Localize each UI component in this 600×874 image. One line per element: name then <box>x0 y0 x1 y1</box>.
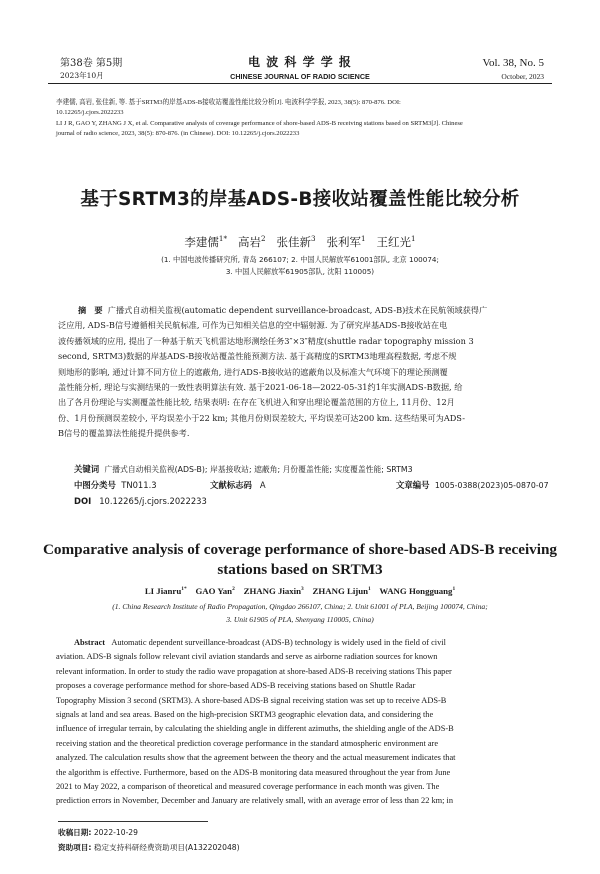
affiliation-cn-line1: (1. 中国电波传播研究所, 青岛 266107; 2. 中国人民解放军61001部队, 北京 100074; <box>161 255 439 264</box>
funding-label: 资助项目: <box>58 843 92 852</box>
header-rule <box>48 83 552 84</box>
author-en-3: ZHANG Jiaxin$^3$ <box>243 586 304 596</box>
abstract-en-line: 2021 to May 2022, a comparison of theoretical and measured coverage performance in each month was given. The <box>56 782 440 792</box>
received-label: 收稿日期: <box>58 828 92 837</box>
page-title-cn: 基于SRTM3的岸基ADS-B接收站覆盖性能比较分析 <box>80 189 520 210</box>
date-en: October, 2023 <box>501 72 544 81</box>
citation-en-line2: journal of radio science, 2023, 38(5): 870-876. (in Chinese). DOI: 10.12265/j.cjors.2022233 <box>56 130 300 138</box>
author-cn-3: 张佳新$^3$ <box>276 234 316 249</box>
author-en-4: ZHANG Lijun$^1$ <box>312 586 371 596</box>
abstract-en-line: the algorithm is effective. Furthermore, based on the ADS-B monitoring data measured throughout the year from June <box>56 767 451 777</box>
abstract-en-line: Automatic dependent surveillance-broadcast (ADS-B) technology is widely used in the field of civil <box>111 638 446 647</box>
journal-name-en: CHINESE JOURNAL OF RADIO SCIENCE <box>230 72 370 81</box>
journal-name-cn: 电 波 科 学 学 报 <box>248 55 352 69</box>
author-cn-4: 张利军$^1$ <box>326 234 366 249</box>
date-cn: 2023年10月 <box>60 71 104 80</box>
abstract-en-line: influence of irregular terrain, by calculating the shielding angle in different azimuths, the shielding angle of the ADS-B <box>56 724 454 734</box>
received-date <box>58 826 138 839</box>
citation-cn-line1: 李建儒, 高岩, 张佳新, 等. 基于SRTM3的岸基ADS-B接收站覆盖性能比较分析[J]. 电波科学学报, 2023, 38(5): 870-876. DOI: <box>56 99 401 106</box>
article-no-label: 文章编号 <box>396 480 430 490</box>
affiliation-en-line1: (1. China Research Institute of Radio Propagation, Qingdao 266107, China; 2. Unit 61001 of PLA, Beijing 100074, China; <box>112 602 488 611</box>
author-en-1: LI Jianru$^{1*}$ <box>144 586 187 596</box>
doi-label: DOI <box>74 496 92 506</box>
abstract-en-line: aviation. ADS-B signals follow relevant civil aviation standards and serve as airborne radiation sources for known <box>56 652 438 662</box>
author-cn-1: 李建儒$^{1*}$ <box>184 234 228 249</box>
authors-cn <box>0 234 600 250</box>
article-no-value: 1005-0388(2023)05-0870-07 <box>434 481 549 490</box>
abstract-en-label: Abstract <box>74 638 106 647</box>
affiliation-cn-line2: 3. 中国人民解放军61905部队, 沈阳 110005) <box>225 267 375 276</box>
affiliations-en <box>40 601 560 626</box>
abstract-cn-line: 波传播领域的应用, 提出了一种基于航天飞机雷达地形测绘任务3″×3″精度(shuttle radar topography mission 3 <box>58 335 474 346</box>
clc-row <box>74 478 157 492</box>
citation-en-line1: LI J R, GAO Y, ZHANG J X, et al. Comparative analysis of coverage performance of shore-based ADS-B receiving stations based on SRTM3[J]. Chinese <box>56 119 463 127</box>
author-en-2: GAO Yan$^2$ <box>195 586 235 596</box>
funding <box>58 841 240 854</box>
abstract-cn-label: 摘 要 <box>78 305 103 315</box>
abstract-cn-line: 出了各月份理论与实测覆盖性能比较, 结果表明: 在存在飞机进入和穿出理论覆盖范围的方位上, 11月份、12月 <box>58 397 455 408</box>
affiliation-en-line2: 3. Unit 61905 of PLA, Shenyang 110005, China) <box>226 614 374 624</box>
title-en-line1: Comparative analysis of coverage performance of shore-based ADS-B receiving <box>42 541 558 558</box>
clc-label: 中图分类号 <box>74 480 116 490</box>
doc-code-label: 文献标志码 <box>210 480 252 490</box>
abstract-cn-line: 泛应用, ADS-B信号遵循相关民航标准, 可作为已知相关信息的空中辐射源. 为了研究岸基ADS-B接收站在电 <box>58 320 448 331</box>
funding-value: 稳定支持科研经费资助项目(A132202048) <box>93 843 240 852</box>
title-en-line2: stations based on SRTM3 <box>217 561 383 578</box>
keywords-cn-text: 广播式自动相关监视(ADS-B); 岸基接收站; 遮蔽角; 月份覆盖性能; 实度覆盖性能; SRTM3 <box>104 465 413 474</box>
received-value: 2022-10-29 <box>93 828 138 837</box>
author-cn-2: 高岩$^2$ <box>237 234 266 249</box>
author-cn-5: 王红光$^1$ <box>376 234 416 249</box>
abstract-en-line: analyzed. The calculation results show that the agreement between the theory and the actual measurement indicates that <box>56 753 456 763</box>
abstract-cn-line: B信号的覆盖算法性能提升提供参考. <box>58 428 190 439</box>
author-en-5: WANG Hongguang$^1$ <box>379 586 456 596</box>
clc-value: TN011.3 <box>121 480 157 490</box>
page-title-en <box>40 540 560 580</box>
volume-issue-cn: 第38卷 第5期 <box>60 58 123 69</box>
abstract-cn-line: second, SRTM3)数据的岸基ADS-B接收站覆盖性能预测方法. 基于高精度的SRTM3地理高程数据, 考虑不规 <box>58 351 457 362</box>
abstract-en-line: receiving station and the theoretical prediction coverage performance in the standard atmospheric environment are <box>56 738 439 748</box>
article-no-row <box>396 478 549 493</box>
abstract-cn-line: 盖性能分析, 理论与实测结果的一致性表明算法有效. 基于2021-06-18—2022-05-31约1年实测ADS-B数据, 给 <box>58 382 463 393</box>
doc-code-row <box>210 478 266 492</box>
doi-row <box>74 494 207 508</box>
volume-issue-en: Vol. 38, No. 5 <box>482 57 544 69</box>
affiliations-cn <box>0 254 600 278</box>
abstract-en-line: Topography Mission 3 second (SRTM3). A shore-based ADS-B signal receiving station was set up to receive ADS-B <box>56 695 447 705</box>
citation-block <box>56 98 550 140</box>
footnote-rule <box>58 821 208 822</box>
abstract-en-line: signals at land and sea areas. Based on the high-precision SRTM3 geographic elevation data, and considering the <box>56 710 434 720</box>
abstract-cn-line: 份、1月份预测误差较小, 平均误差小于22 km; 其他月份则误差较大, 平均误差可达200 km. 这些结果可为ADS- <box>58 412 465 423</box>
abstract-en <box>56 636 550 809</box>
doc-code-value: A <box>259 480 266 490</box>
abstract-cn <box>58 303 546 442</box>
abstract-en-line: prediction errors in November, December and January are relatively small, with an average error of less than 22 km; in <box>56 796 454 806</box>
keywords-cn <box>74 462 413 477</box>
abstract-en-line: relevant information. In order to study the radio wave propagation at shore-based ADS-B receiving stations This paper <box>56 666 452 676</box>
abstract-cn-line: 广播式自动相关监视(automatic dependent surveillance-broadcast, ADS-B)技术在民航领域获得广 <box>107 305 488 315</box>
abstract-cn-line: 则地形的影响, 通过计算不同方位上的遮蔽角, 进行ADS-B接收站的遮蔽角以及标准大气环境下的理论预测覆 <box>58 366 448 377</box>
authors-en <box>0 586 600 596</box>
doi-value: 10.12265/j.cjors.2022233 <box>99 496 207 506</box>
citation-cn-line2: 10.12265/j.cjors.2022233 <box>56 109 124 117</box>
keywords-cn-label: 关键词 <box>74 464 100 474</box>
abstract-en-line: proposes a coverage performance method for shore-based ADS-B receiving stations based on Shuttle Radar <box>56 681 416 691</box>
